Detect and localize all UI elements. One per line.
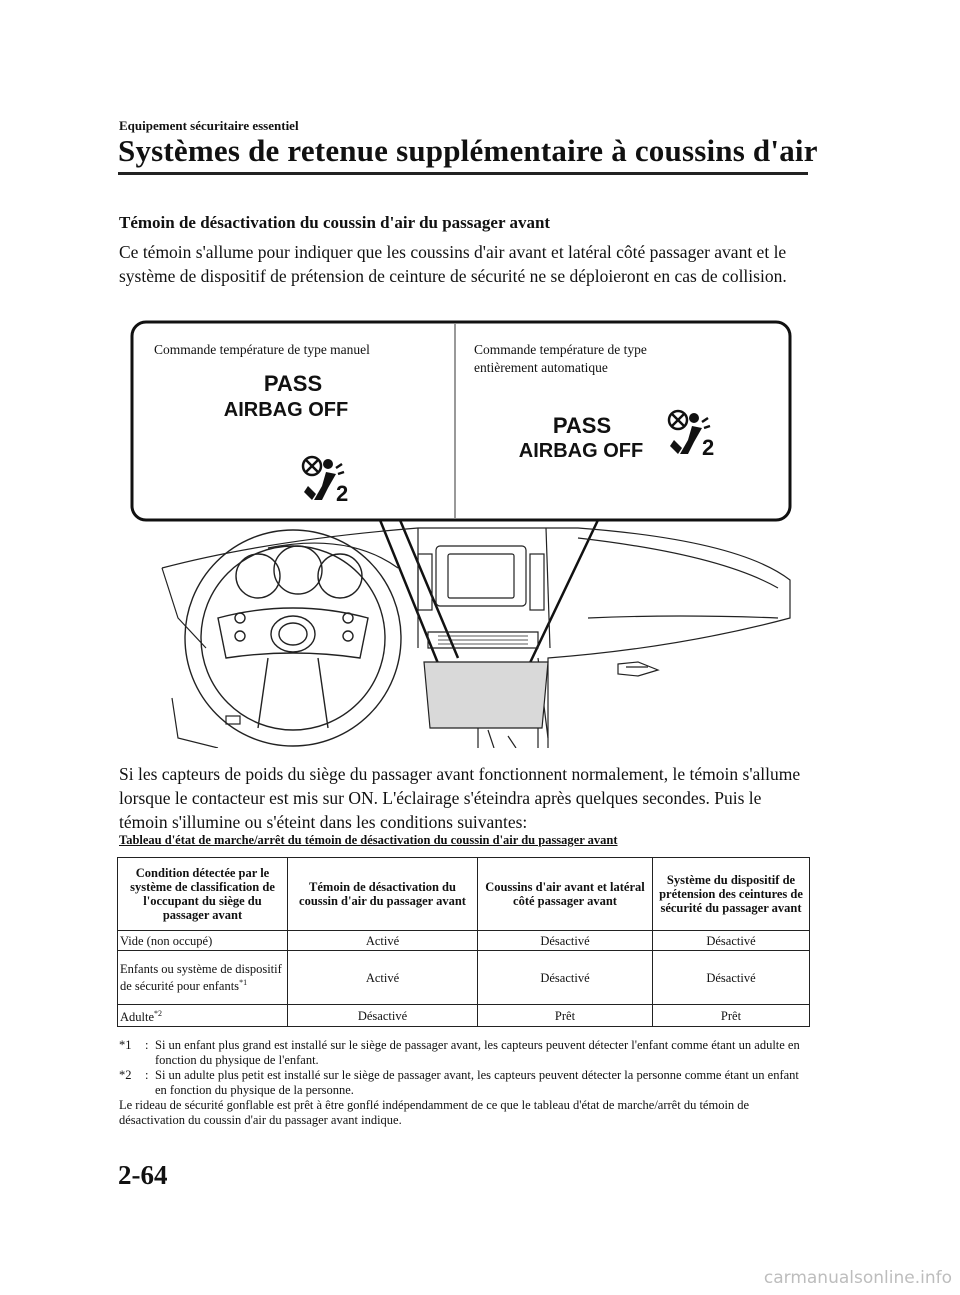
icon-number-right: 2: [702, 435, 715, 460]
sub-heading: Témoin de désactivation du coussin d'air du passager avant: [119, 213, 551, 232]
footnote-mark: *1: [119, 1038, 132, 1052]
control-panel-highlight: [424, 662, 548, 728]
left-callout-label: Commande température de type manuel: [154, 342, 370, 357]
footnote-colon: :: [145, 1038, 149, 1052]
indicator-cell: Désactivé: [288, 1005, 478, 1027]
footnote-colon: :: [145, 1068, 149, 1082]
conditions-paragraph: Si les capteurs de poids du siège du passager avant fonctionnent normalement, le témoin s'allume lorsque le contacteur est mis sur ON. L'éclairage s'éteindra après quelques secondes. Puis le témoin s'illumine ou s'éteint dans les conditions suivantes:: [119, 764, 801, 832]
intro-paragraph: Ce témoin s'allume pour indiquer que les coussins d'air avant et latéral côté passager avant et le système de dispositif de prétension de ceinture de sécurité ne se déploieront en cas de collision.: [119, 242, 787, 286]
footnote-mark: *2: [119, 1068, 132, 1082]
page-title: Systèmes de retenue supplémentaire à coussins d'air: [118, 133, 818, 168]
table-row: [118, 931, 810, 951]
airbags-cell: Désactivé: [478, 951, 653, 1005]
pretensioner-cell: Désactivé: [653, 931, 810, 951]
footnote-text: Si un adulte plus petit est installé sur le siège de passager avant, les capteurs peuvent détecter la personne comme étant un enfant en fonction du physique de la personne.: [155, 1068, 799, 1097]
column-header: Système du dispositif de prétension des ceintures de sécurité du passager avant: [653, 858, 810, 931]
pass-text-right: PASS: [552, 413, 612, 438]
airbags-cell: Désactivé: [478, 931, 653, 951]
condition-text: Adulte: [120, 1010, 155, 1025]
airbags-cell: Prêt: [478, 1005, 653, 1027]
column-header: Témoin de désactivation du coussin d'air du passager avant: [288, 858, 478, 931]
condition-text: Vide (non occupé): [120, 933, 213, 948]
dashboard-figure: [118, 318, 810, 748]
right-callout-label-line2: entièrement automatique: [474, 360, 608, 375]
footnote-ref: *2: [154, 1009, 163, 1018]
icon-number-left: 2: [336, 481, 349, 506]
airbag-off-text-left: AIRBAG OFF: [223, 399, 349, 421]
condition-cell: [118, 1005, 288, 1027]
footnote-ref: *1: [239, 977, 248, 987]
section-label: Equipement sécuritaire essentiel: [119, 118, 299, 133]
table-row: [118, 951, 810, 1005]
column-header: Condition détectée par le système de classification de l'occupant du siège du passager avant: [118, 858, 288, 931]
right-callout-label-line1: Commande température de type: [474, 342, 647, 357]
watermark: carmanualsonline.info: [763, 1268, 952, 1288]
page-number: 2-64: [118, 1160, 168, 1190]
condition-cell: [118, 931, 288, 951]
indicator-cell: Activé: [288, 931, 478, 951]
table-row: [118, 1005, 810, 1027]
footnote-text: Si un enfant plus grand est installé sur le siège de passager avant, les capteurs peuvent détecter l'enfant comme étant un adulte en fonction du physique de l'enfant.: [155, 1038, 800, 1067]
airbag-off-text-right: AIRBAG OFF: [518, 440, 644, 462]
indicator-cell: Activé: [288, 951, 478, 1005]
column-header: Coussins d'air avant et latéral côté passager avant: [478, 858, 653, 931]
table-caption: Tableau d'état de marche/arrêt du témoin de désactivation du coussin d'air du passager avant: [119, 833, 618, 847]
condition-text: Enfants ou système de dispositif de sécurité pour enfants: [120, 961, 282, 994]
title-divider: [118, 172, 808, 175]
footnotes: [119, 1038, 809, 1128]
pass-text-left: PASS: [263, 371, 323, 396]
footnote: [119, 1038, 809, 1068]
pretensioner-cell: Prêt: [653, 1005, 810, 1027]
footer-note: Le rideau de sécurité gonflable est prêt à être gonflé indépendamment de ce que le tableau d'état de marche/arrêt du témoin de désactivation du coussin d'air du passager avant indique.: [119, 1098, 750, 1127]
table-header-row: [118, 858, 810, 931]
status-table: [117, 857, 810, 1027]
condition-cell: [118, 951, 288, 1005]
footnote: [119, 1068, 809, 1098]
steering-wheel: [185, 530, 401, 746]
pretensioner-cell: Désactivé: [653, 951, 810, 1005]
